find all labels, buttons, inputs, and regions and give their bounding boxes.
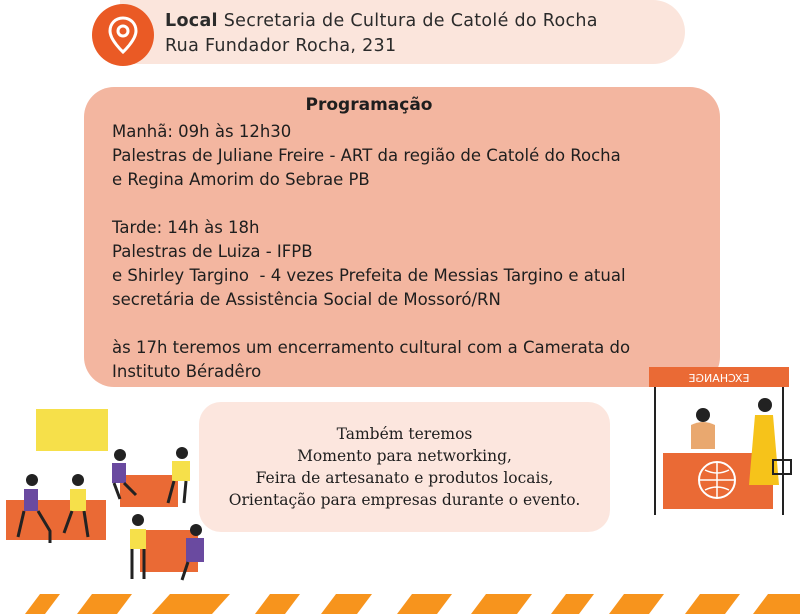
program-title: Programação [305, 95, 433, 115]
location-line2: Rua Fundador Rocha, 231 [165, 36, 397, 56]
program-panel [84, 87, 720, 387]
afternoon-line2: e Shirley Targino - 4 vezes Prefeita de Messias Targino e atual [112, 266, 626, 285]
extras-line2: Momento para networking, [297, 447, 512, 465]
extras-line3: Feira de artesanato e produtos locais, [255, 469, 554, 487]
afternoon-line3: secretária de Assistência Social de Mossoró/RN [112, 290, 501, 309]
decorative-stripes [0, 594, 800, 614]
closing-line1: às 17h teremos um encerramento cultural com a Camerata do [112, 338, 631, 357]
extras-panel [199, 402, 610, 532]
afternoon-line1: Palestras de Luiza - IFPB [112, 242, 313, 261]
extras-body [199, 423, 610, 511]
exchange-sign-text: EXCHANGE [688, 372, 750, 385]
morning-line2: e Regina Amorim do Sebrae PB [112, 170, 370, 189]
morning-line1: Palestras de Juliane Freire - ART da região de Catolé do Rocha [112, 146, 621, 165]
morning-time: Manhã: 09h às 12h30 [112, 122, 292, 141]
location-line1: Secretaria de Cultura de Catolé do Rocha [223, 11, 598, 31]
exchange-booth-illustration [645, 365, 800, 520]
location-text [165, 9, 598, 59]
afternoon-time: Tarde: 14h às 18h [112, 218, 260, 237]
program-body [112, 120, 630, 384]
extras-line1: Também teremos [336, 425, 473, 443]
closing-line2: Instituto Béradêro [112, 362, 262, 381]
map-pin-icon [92, 4, 154, 66]
meeting-people-illustration [0, 405, 210, 585]
extras-line4: Orientação para empresas durante o evento. [228, 491, 581, 509]
location-label: Local [165, 11, 218, 31]
